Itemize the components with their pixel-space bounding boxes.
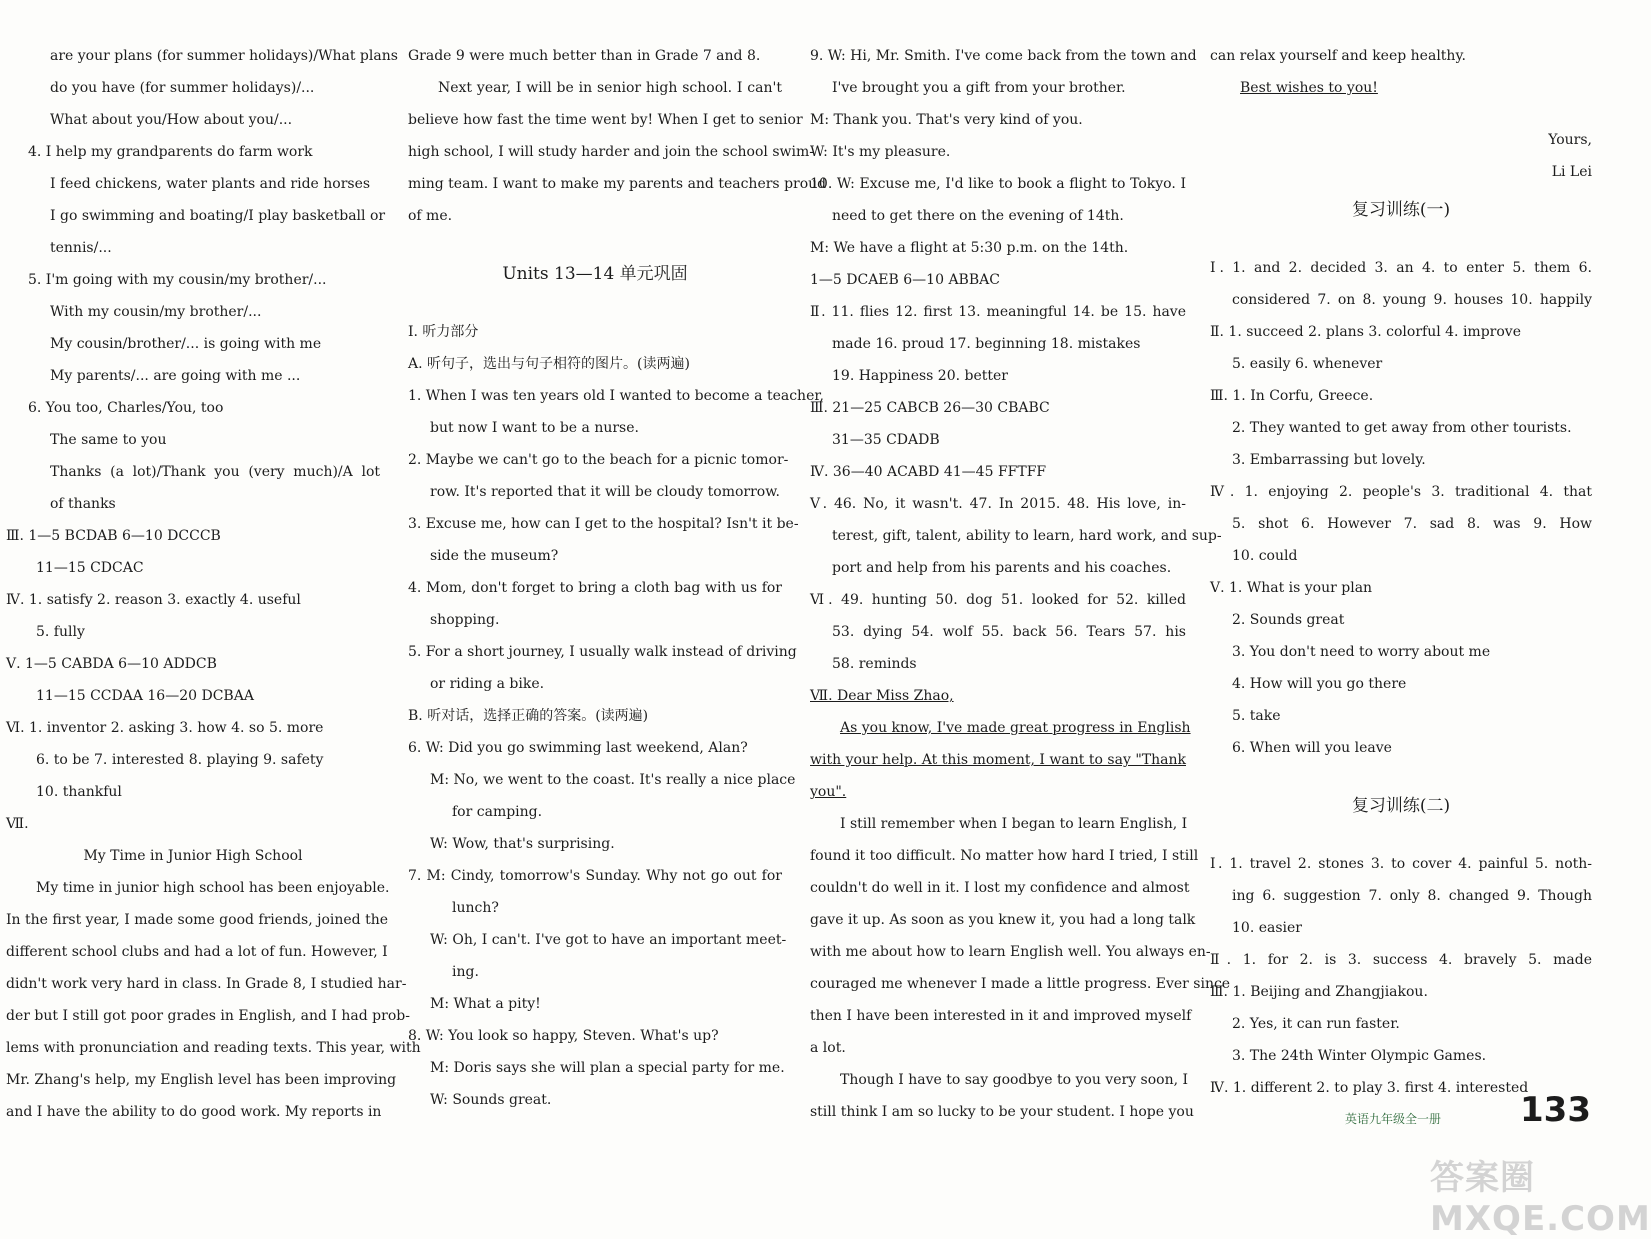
text-line: My cousin/brother/... is going with me: [50, 336, 322, 352]
text-line: are your plans (for summer holidays)/What plans: [50, 48, 398, 64]
page-number: 133: [1520, 1090, 1591, 1130]
letter-line: couraged me whenever I made a little progress. Ever since: [810, 976, 1231, 992]
script-line: 2. Maybe we can't go to the beach for a picnic tomor-: [408, 452, 789, 468]
letter-line: still think I am so lucky to be your student. I hope you: [810, 1104, 1194, 1120]
essay-line: of me.: [408, 208, 453, 224]
dialogue-line: need to get there on the evening of 14th.: [832, 208, 1124, 224]
dialogue-line: M: We have a flight at 5:30 p.m. on the 14th.: [810, 240, 1129, 256]
text-line: With my cousin/my brother/...: [50, 304, 262, 320]
section-label: B. 听对话，选择正确的答案。(读两遍): [408, 708, 649, 724]
dialogue-line: 10. W: Excuse me, I'd like to book a flight to Tokyo. I: [810, 176, 1186, 192]
text-line: My parents/... are going with me ...: [50, 368, 301, 384]
text-line: of thanks: [50, 496, 116, 512]
essay-line: Mr. Zhang's help, my English level has been improving: [6, 1072, 397, 1088]
answer-line: Ⅱ. 1. for 2. is 3. success 4. bravely 5. made: [1210, 952, 1592, 968]
essay-line: In the first year, I made some good friends, joined the: [6, 912, 389, 928]
answer-line: Ⅳ. 1. different 2. to play 3. first 4. interested: [1210, 1080, 1529, 1096]
script-line: 3. Excuse me, how can I get to the hospital? Isn't it be-: [408, 516, 799, 532]
answer-line: Ⅳ. 36—40 ACABD 41—45 FFTFF: [810, 464, 1047, 480]
answer-line: Ⅱ. 11. flies 12. first 13. meaningful 14. be 15. have: [810, 304, 1186, 320]
dialogue-line: ing.: [452, 964, 479, 980]
answer-line: 10. thankful: [36, 784, 122, 800]
script-line: 1. When I was ten years old I wanted to become a teacher,: [408, 388, 824, 404]
answer-line: 6. When will you leave: [1232, 740, 1392, 756]
answer-line: Ⅲ. 21—25 CABCB 26—30 CBABC: [810, 400, 1050, 416]
answer-line: Ⅳ. 1. enjoying 2. people's 3. traditional 4. that: [1210, 484, 1592, 500]
letter-line: with your help. At this moment, I want to say "Thank: [810, 752, 1186, 768]
letter-line: you".: [810, 784, 847, 800]
answer-line: 6. to be 7. interested 8. playing 9. safety: [36, 752, 324, 768]
column-2: [408, 40, 827, 1116]
text-line: 6. You too, Charles/You, too: [28, 400, 224, 416]
text-line: I feed chickens, water plants and ride horses: [50, 176, 371, 192]
essay-line: lems with pronunciation and reading texts. This year, with: [6, 1040, 421, 1056]
text-line: The same to you: [50, 432, 167, 448]
script-line: shopping.: [430, 612, 500, 628]
answer-line: 53. dying 54. wolf 55. back 56. Tears 57. his: [832, 624, 1186, 640]
dialogue-line: W: Wow, that's surprising.: [430, 836, 615, 852]
script-line: 5. For a short journey, I usually walk instead of driving: [408, 644, 797, 660]
answer-line: 3. The 24th Winter Olympic Games.: [1232, 1048, 1487, 1064]
dialogue-line: W: It's my pleasure.: [810, 144, 951, 160]
dialogue-line: for camping.: [452, 804, 543, 820]
script-line: or riding a bike.: [430, 676, 545, 692]
answer-line: Ⅴ. 1—5 CABDA 6—10 ADDCB: [6, 656, 217, 672]
letter-line: gave it up. As soon as you knew it, you had a long talk: [810, 912, 1196, 928]
letter-line: As you know, I've made great progress in English: [840, 720, 1191, 736]
answer-line: Ⅰ. 1. and 2. decided 3. an 4. to enter 5. them 6.: [1210, 260, 1592, 276]
dialogue-line: M: What a pity!: [430, 996, 541, 1012]
answer-line: 19. Happiness 20. better: [832, 368, 1008, 384]
letter-closing: Best wishes to you!: [1240, 80, 1378, 96]
letter-line: a lot.: [810, 1040, 846, 1056]
answer-line: port and help from his parents and his coaches.: [832, 560, 1172, 576]
dialogue-line: W: Sounds great.: [430, 1092, 552, 1108]
answer-line: 2. Yes, it can run faster.: [1232, 1016, 1400, 1032]
essay-line: didn't work very hard in class. In Grade 8, I studied har-: [6, 976, 407, 992]
dialogue-line: I've brought you a gift from your brother.: [832, 80, 1126, 96]
essay-line: high school, I will study harder and join the school swim-: [408, 144, 814, 160]
dialogue-line: M: No, we went to the coast. It's really a nice place: [430, 772, 796, 788]
text-line: Thanks (a lot)/Thank you (very much)/A lot: [50, 464, 380, 480]
script-line: but now I want to be a nurse.: [430, 420, 639, 436]
text-line: 4. I help my grandparents do farm work: [28, 144, 313, 160]
answer-line: Ⅵ. 49. hunting 50. dog 51. looked for 52. killed: [810, 592, 1186, 608]
answer-line: 5. fully: [36, 624, 85, 640]
answer-line: 11—15 CDCAC: [36, 560, 144, 576]
answer-line: 5. take: [1232, 708, 1281, 724]
answer-line: Ⅲ. 1—5 BCDAB 6—10 DCCCB: [6, 528, 221, 544]
essay-title: My Time in Junior High School: [83, 848, 303, 864]
dialogue-line: 6. W: Did you go swimming last weekend, Alan?: [408, 740, 748, 756]
letter-signature: Li Lei: [1551, 164, 1592, 180]
dialogue-line: M: Doris says she will plan a special party for me.: [430, 1060, 785, 1076]
answer-line: 58. reminds: [832, 656, 917, 672]
answer-line: terest, gift, talent, ability to learn, hard work, and sup-: [832, 528, 1222, 544]
answer-line: 3. Embarrassing but lovely.: [1232, 452, 1426, 468]
answer-line: Ⅱ. 1. succeed 2. plans 3. colorful 4. improve: [1210, 324, 1521, 340]
essay-line: Grade 9 were much better than in Grade 7 and 8.: [408, 48, 761, 64]
answer-line: 5. shot 6. However 7. sad 8. was 9. How: [1232, 516, 1592, 532]
letter-line: Though I have to say goodbye to you very soon, I: [840, 1072, 1189, 1088]
letter-line: I still remember when I began to learn English, I: [840, 816, 1188, 832]
text-line: I go swimming and boating/I play basketball or: [50, 208, 386, 224]
text-line: do you have (for summer holidays)/...: [50, 80, 315, 96]
script-line: side the museum?: [430, 548, 559, 564]
letter-line: couldn't do well in it. I lost my confidence and almost: [810, 880, 1190, 896]
essay-line: der but I still got poor grades in English, and I had prob-: [6, 1008, 410, 1024]
answer-line: Ⅰ. 1. travel 2. stones 3. to cover 4. painful 5. noth-: [1210, 856, 1592, 872]
answer-line: 10. could: [1232, 548, 1298, 564]
letter-greeting: Ⅶ. Dear Miss Zhao,: [810, 688, 954, 704]
essay-line: My time in junior high school has been enjoyable.: [36, 880, 390, 896]
section-label: Ⅰ. 听力部分: [408, 324, 479, 340]
dialogue-line: M: Thank you. That's very kind of you.: [810, 112, 1083, 128]
answer-line: Ⅲ. 1. Beijing and Zhangjiakou.: [1210, 984, 1428, 1000]
section-label: A. 听句子，选出与句子相符的图片。(读两遍): [408, 356, 690, 372]
column-3: [810, 40, 1231, 1128]
answer-line: Ⅴ. 1. What is your plan: [1210, 580, 1373, 596]
dialogue-line: W: Oh, I can't. I've got to have an important meet-: [430, 932, 787, 948]
answer-line: ing 6. suggestion 7. only 8. changed 9. Though: [1232, 888, 1592, 904]
answer-line: Ⅲ. 1. In Corfu, Greece.: [1210, 388, 1374, 404]
answer-line: Ⅳ. 1. satisfy 2. reason 3. exactly 4. useful: [6, 592, 301, 608]
essay-line: Next year, I will be in senior high school. I can't: [438, 80, 782, 96]
answer-line: 31—35 CDADB: [832, 432, 940, 448]
answer-line: made 16. proud 17. beginning 18. mistakes: [832, 336, 1141, 352]
essay-line: different school clubs and had a lot of fun. However, I: [6, 944, 388, 960]
dialogue-line: 7. M: Cindy, tomorrow's Sunday. Why not go out for: [408, 868, 782, 884]
review-heading-1: 复习训练(一): [1351, 200, 1451, 220]
column-4: [1210, 40, 1592, 1104]
answer-line: considered 7. on 8. young 9. houses 10. happily: [1232, 292, 1592, 308]
dialogue-line: 8. W: You look so happy, Steven. What's up?: [408, 1028, 719, 1044]
letter-line: with me about how to learn English well. You always en-: [810, 944, 1211, 960]
answer-line: 10. easier: [1232, 920, 1302, 936]
letter-line: found it too difficult. No matter how hard I tried, I still: [810, 848, 1199, 864]
answer-line: 4. How will you go there: [1232, 676, 1407, 692]
answer-line: 11—15 CCDAA 16—20 DCBAA: [36, 688, 254, 704]
watermark: 答案圈 MXQE.COM: [1430, 1158, 1651, 1239]
answer-line: 1—5 DCAEB 6—10 ABBAC: [810, 272, 1000, 288]
answer-line: Ⅴ. 46. No, it wasn't. 47. In 2015. 48. His love, in-: [810, 496, 1186, 512]
script-line: row. It's reported that it will be cloudy tomorrow.: [430, 484, 780, 500]
answer-line: 5. easily 6. whenever: [1232, 356, 1383, 372]
letter-line: can relax yourself and keep healthy.: [1210, 48, 1466, 64]
answer-line: 2. They wanted to get away from other tourists.: [1232, 420, 1572, 436]
letter-line: then I have been interested in it and improved myself: [810, 1008, 1192, 1024]
answer-line: 3. You don't need to worry about me: [1232, 644, 1491, 660]
column-1: [6, 40, 421, 1128]
text-line: tennis/...: [50, 240, 112, 256]
essay-line: and I have the ability to do good work. My reports in: [6, 1104, 382, 1120]
section-label: Ⅶ.: [6, 816, 29, 832]
unit-heading: Units 13—14 单元巩固: [502, 264, 688, 284]
text-line: What about you/How about you/...: [50, 112, 293, 128]
answer-line: 2. Sounds great: [1232, 612, 1345, 628]
letter-signoff: Yours,: [1548, 132, 1592, 148]
answer-line: Ⅵ. 1. inventor 2. asking 3. how 4. so 5. more: [6, 720, 324, 736]
dialogue-line: 9. W: Hi, Mr. Smith. I've come back from the town and: [810, 48, 1197, 64]
book-label: 英语九年级全一册: [1345, 1112, 1442, 1126]
script-line: 4. Mom, don't forget to bring a cloth bag with us for: [408, 580, 782, 596]
review-heading-2: 复习训练(二): [1351, 796, 1451, 816]
essay-line: believe how fast the time went by! When I get to senior: [408, 112, 803, 128]
essay-line: ming team. I want to make my parents and teachers proud: [408, 176, 827, 192]
dialogue-line: lunch?: [452, 900, 499, 916]
text-line: 5. I'm going with my cousin/my brother/...: [28, 272, 327, 288]
